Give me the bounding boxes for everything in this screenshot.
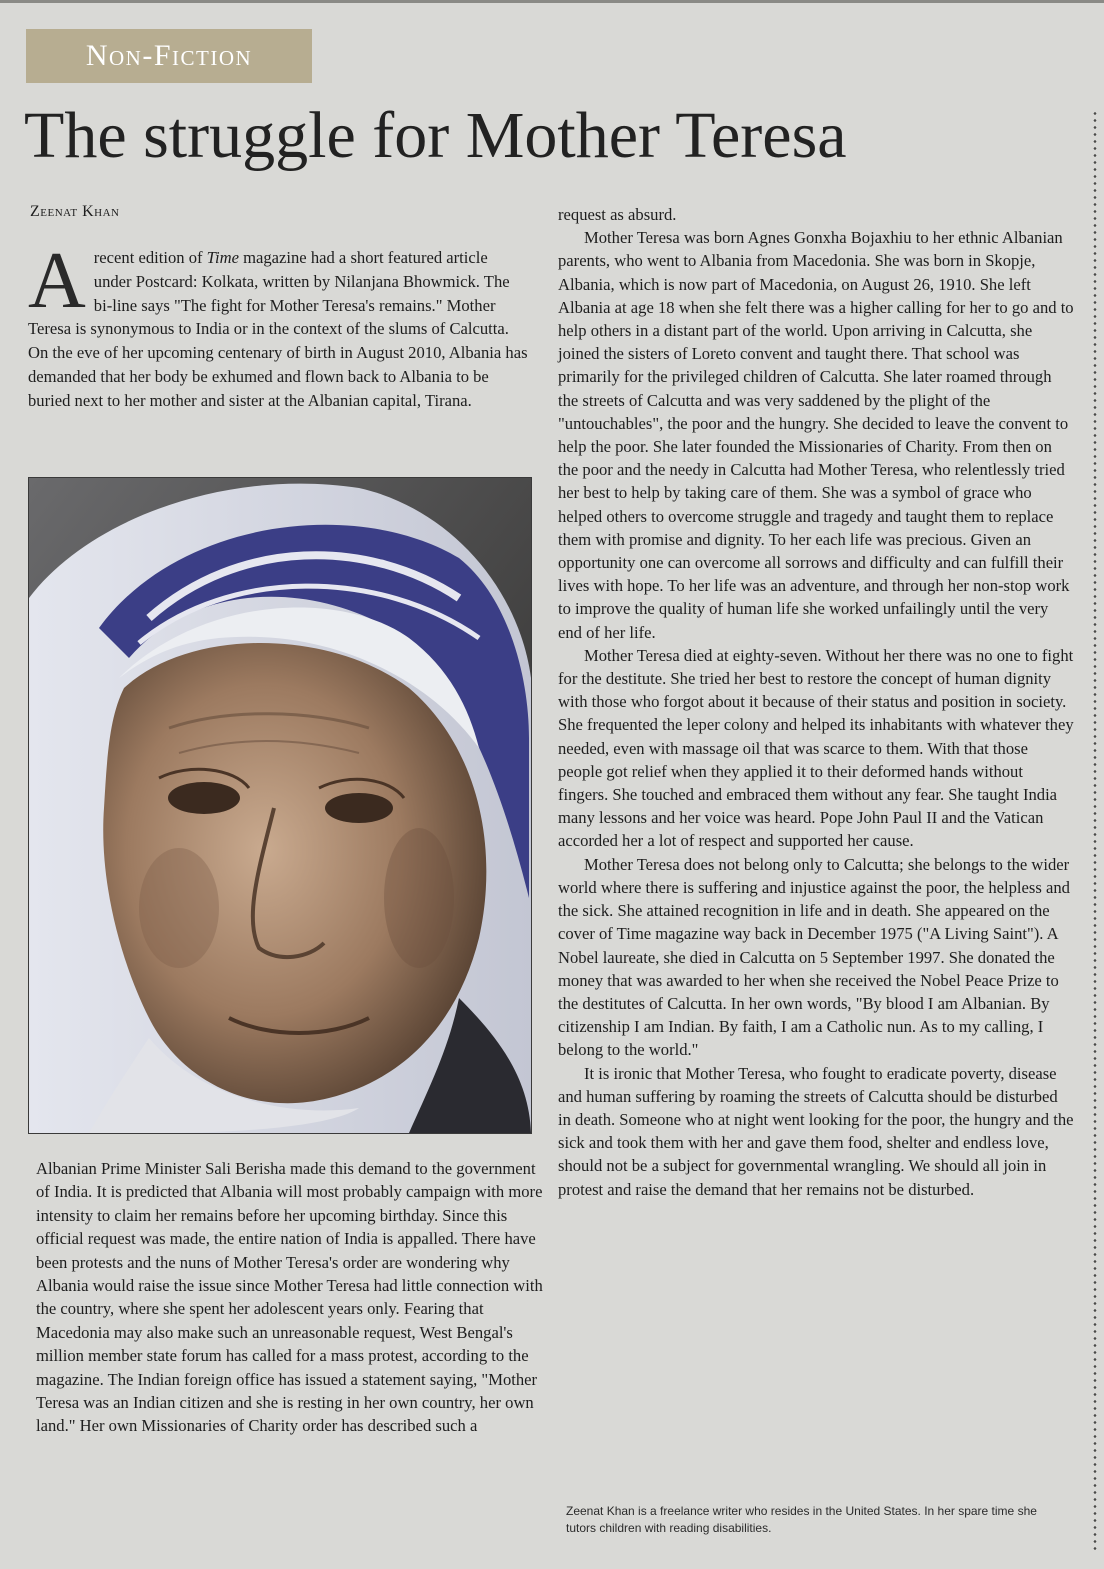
paragraph-world: Mother Teresa does not belong only to Calcutta; she belongs to the wider world where there is suffering and injustice against the poor, the helpless and the sick. She attained recognition in life and in death. She appeared on the cover of Time magazine way back in December 1975 ("A Living Saint"). A Nobel laureate, she died in Calcutta on 5 September 1997. She donated the money that was awarded to her when she received the Nobel Peace Prize to the destitutes of Calcutta. In her own words, "By blood I am Albanian. By citizenship I am Indian. By faith, I am a Catholic nun. As to my calling, I belong to the world." xyxy=(558,854,1070,1060)
mother-teresa-photo xyxy=(28,477,532,1134)
article-headline: The struggle for Mother Teresa xyxy=(24,99,847,172)
top-rule xyxy=(0,0,1104,3)
column-dotted-rule xyxy=(1093,110,1097,1550)
berisha-paragraph: Albanian Prime Minister Sali Berisha made this demand to the government of India. It is predicted that Albania will most probably campaign with more intensity to claim her remains before her upcoming birthday. Since this official request was made, the entire nation of India is appalled. There have been protests and the nuns of Mother Teresa's order are wondering why Albania would raise the issue since Mother Teresa had little connection with the country, where she spent her adolescent years only. Fearing that Macedonia may also make such an unreasonable request, West Bengal's million member state forum has called for a mass protest, according to the magazine. The Indian foreign office has issued a statement saying, "Mother Teresa was an Indian citizen and she is resting in her own country, her own land." Her own Missionaries of Charity order has described such a xyxy=(36,1159,543,1436)
continued-line: request as absurd. xyxy=(558,205,677,224)
drop-cap: A xyxy=(28,237,86,325)
author-byline: Zeenat Khan xyxy=(30,203,120,220)
column-two xyxy=(558,203,1074,1201)
paragraph-conclusion: It is ironic that Mother Teresa, who fought to eradicate poverty, disease and human suffering by roaming the streets of Calcutta should be disturbed in death. Someone who at night went looking for the poor, the hungry and the sick and took them with her and gave them food, shelter and endless love, should not be a subject for governmental wrangling. We should all join in protest and raise the demand that her remains not be disturbed. xyxy=(558,1063,1074,1199)
intro-paragraph xyxy=(28,237,528,413)
section-label: Non-Fiction xyxy=(26,29,312,83)
author-footnote: Zeenat Khan is a freelance writer who resides in the United States. In her spare time she tutors children with reading disabilities. xyxy=(566,1504,1037,1535)
intro-text-start: recent edition of xyxy=(93,248,207,267)
intro-text-rest: magazine had a short featured article under Postcard: Kolkata, written by Nilanjana Bhowmick. The bi-line says "The fight for Mother Teresa's remains." Mother Teresa is synonymous to India or in the context of the slums of Calcutta. On the eve of her upcoming centenary of birth in August 2010, Albania has demanded that her body be exhumed and flown back to Albania to be buried next to her mother and sister at the Albanian capital, Tirana. xyxy=(28,248,528,410)
column-one-continued xyxy=(36,1157,544,1438)
intro-magazine-title: Time xyxy=(206,248,239,267)
paragraph-biography: Mother Teresa was born Agnes Gonxha Bojaxhiu to her ethnic Albanian parents, who went to Albania from Macedonia. She was born in Skopje, Albania, which is now part of Macedonia, on August 26, 1910. She left Albania at age 18 when she felt there was a higher calling for her to go and to help others in a distant part of the world. Upon arriving in Calcutta, she joined the sisters of Loreto convent and taught there. That school was primarily for the privileged children of Calcutta. She later roamed through the streets of Calcutta and was very saddened by the plight of the "untouchables", the poor and the hungry. She decided to leave the convent to help the poor. She later founded the Missionaries of Charity. From then on the poor and the needy in Calcutta had Mother Teresa, who relentlessly tried her best to help by taking care of them. She was a symbol of grace who helped others to overcome struggle and tragedy and taught them to replace them with promise and dignity. To her each life was precious. Given an opportunity one can overcome all sorrows and difficulty and can fulfill their lives with hope. To her life was an adventure, and through her non-stop work to improve the quality of human life she worked unfailingly until the very end of her life. xyxy=(558,228,1074,642)
paragraph-death: Mother Teresa died at eighty-seven. Without her there was no one to fight for the destitute. She tried her best to restore the concept of human dignity with those who forgot about it because of their status and position in society. She frequented the leper colony and helped its inhabitants with whatever they needed, even with massage oil that was scarce to them. With that those people got relief when they applied it to their deformed hands without fingers. She touched and embraced them without any fear. She taught India many lessons and her voice was heard. Pope John Paul II and the Vatican accorded her a lot of respect and supported her cause. xyxy=(558,645,1074,851)
